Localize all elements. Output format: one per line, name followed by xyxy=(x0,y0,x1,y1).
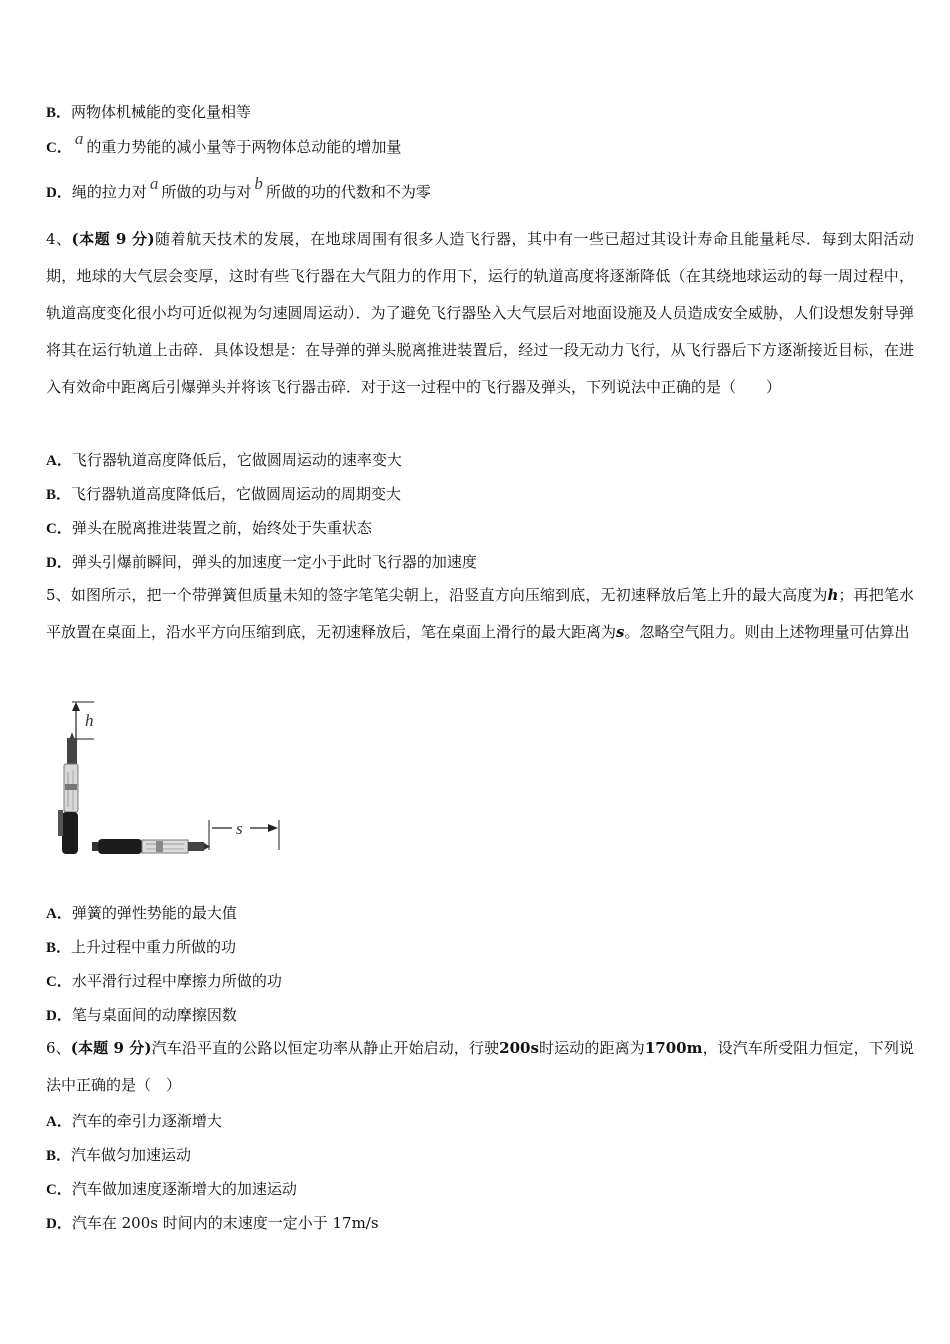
q4-option-b: B．飞行器轨道高度降低后，它做圆周运动的周期变大 xyxy=(46,485,402,503)
q6-option-c: C．汽车做加速度逐渐增大的加速运动 xyxy=(46,1180,297,1198)
q6-stem: 6、(本题 9 分)汽车沿平直的公路以恒定功率从静止开始启动，行驶200s时运动的距离为1700m，设汽车所受阻力恒定，下列说法中正确的是（ ） xyxy=(46,1039,914,1094)
var-b: b xyxy=(254,174,263,193)
q3-option-b: B．两物体机械能的变化量相等 xyxy=(46,103,252,121)
vertical-pen xyxy=(58,732,78,854)
q6-option-d: D．汽车在 200s 时间内的末速度一定小于 17m/s xyxy=(46,1214,379,1232)
q6-option-b: B．汽车做匀加速运动 xyxy=(46,1146,192,1164)
distance-arrow-head xyxy=(268,824,278,832)
q4-option-c: C．弹头在脱离推进装置之前，始终处于失重状态 xyxy=(46,519,372,537)
horizontal-pen xyxy=(92,839,210,854)
q3-option-d: D．绳的拉力对 a 所做的功与对 b 所做的功的代数和不为零 xyxy=(46,174,431,201)
q5-option-d: D．笔与桌面间的动摩擦因数 xyxy=(46,1006,237,1024)
q4-option-d: D．弹头引爆前瞬间，弹头的加速度一定小于此时飞行器的加速度 xyxy=(46,553,477,571)
q5-stem: 5、如图所示，把一个带弹簧但质量未知的签字笔笔尖朝上，沿竖直方向压缩到底，无初速释放后笔上升的最大高度为h；再把笔水平放置在桌面上，沿水平方向压缩到底，无初速释放后，笔在桌面上滑行的最大距离为s。忽略空气阻力。则由上述物理量可估算出 xyxy=(46,586,914,641)
var-a: a xyxy=(74,129,84,148)
height-arrow-head xyxy=(72,702,80,711)
label-s: s xyxy=(236,819,243,838)
pen-spring-figure xyxy=(56,692,286,862)
var-a: a xyxy=(149,174,159,193)
q5-option-b: B．上升过程中重力所做的功 xyxy=(46,938,237,956)
q6-option-a: A．汽车的牵引力逐渐增大 xyxy=(46,1112,222,1130)
q4-option-a: A．飞行器轨道高度降低后，它做圆周运动的速率变大 xyxy=(46,451,402,469)
label-h: h xyxy=(85,711,94,730)
q3-option-c: C． a 的重力势能的减小量等于两物体总动能的增加量 xyxy=(46,129,402,156)
q5-option-c: C．水平滑行过程中摩擦力所做的功 xyxy=(46,972,282,990)
q5-option-a: A．弹簧的弹性势能的最大值 xyxy=(46,904,237,922)
q4-stem: 4、(本题 9 分)随着航天技术的发展，在地球周围有很多人造飞行器，其中有一些已超过其设计寿命且能量耗尽．每到太阳活动期，地球的大气层会变厚，这时有些飞行器在大气阻力的作用下，运行的轨道高度将逐渐降低（在其绕地球运动的每一周过程中，轨道高度变化很小均可近似视为匀速圆周运动）．为了避免飞行器坠入大气层后对地面设施及人员造成安全威胁，人们设想发射导弹将其在运行轨道上击碎．具体设想是：在导弹的弹头脱离推进装置后，经过一段无动力飞行，从飞行器后下方逐渐接近目标，在进入有效命中距离后引爆弹头并将该飞行器击碎．对于这一过程中的飞行器及弹头，下列说法中正确的是（ ） xyxy=(46,230,914,396)
